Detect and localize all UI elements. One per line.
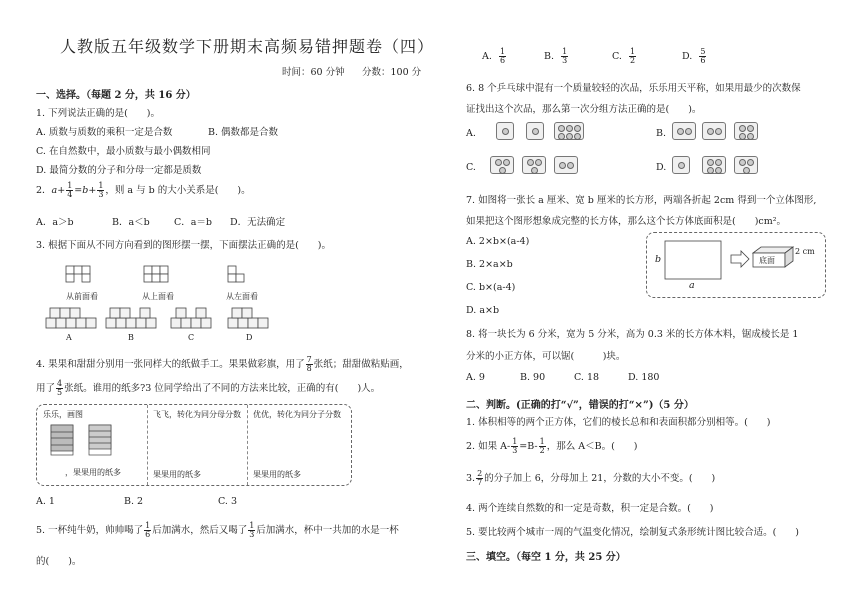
q3-label-c: C	[188, 333, 195, 342]
judge-q4: 4. 两个连续自然数的和一定是奇数，积一定是合数。( )	[466, 503, 714, 514]
page-title: 人教版五年级数学下册期末高频易错押题卷（四）	[60, 37, 435, 56]
q3-figure	[36, 258, 270, 342]
q7-option-b: B. 2×a×b	[466, 259, 513, 270]
q1-option-c: C. 在自然数中，最小质数与最小偶数相同	[36, 146, 211, 157]
ball-group	[526, 122, 544, 140]
q2-option-d: D．无法确定	[230, 217, 286, 228]
q7-line2: 如果把这个图形想象成完整的长方体，那么这个长方体底面积是( )cm²。	[466, 216, 787, 227]
q4-option-b: B. 2	[124, 496, 144, 507]
q7-option-d: D. a×b	[466, 305, 500, 316]
q7-line1: 7. 如图将一张长 a 厘米、宽 b 厘米的长方形，两端各折起 2cm 得到一个立体图形,	[466, 195, 817, 206]
q6-line2: 证找出这个次品，那么第一次分组方法正确的是( )。	[466, 104, 702, 115]
q6-label-a: A.	[466, 128, 476, 139]
q5-line2: 的( )。	[36, 556, 82, 567]
q2-option-a: A．a＞b	[36, 217, 74, 228]
q5-option-d: D. $\frac{5}{6}$	[682, 47, 706, 65]
ball-group	[734, 156, 758, 174]
method-youyou-caption: 果果用的纸多	[253, 470, 301, 479]
fig-width-label: b	[655, 254, 662, 265]
method-youyou-title: 优优，转化为同分子分数	[253, 410, 341, 419]
fig-2cm-label: 2 cm	[795, 247, 815, 256]
ball-group	[702, 122, 726, 140]
q4-line1: 4. 果果和甜甜分别用一张同样大的纸做手工。果果做彩旗，用了 $\frac{7}{8}$ 张纸；甜甜做粘贴画，	[36, 355, 409, 373]
ball-group	[702, 156, 726, 174]
ball-group	[734, 122, 758, 140]
ball-group	[554, 156, 578, 174]
folding-rectangle-figure	[647, 233, 825, 297]
method-lele-title: 乐乐，画图	[43, 410, 83, 419]
q3-label-a: A	[66, 333, 72, 342]
view-left-label: 从左面看	[226, 292, 258, 301]
section-fill-heading: 三、填空。（每空 1 分，共 25 分）	[466, 552, 626, 563]
q8-line2: 分米的小正方体，可以锯( )块。	[466, 351, 626, 362]
judge-q2: 2. 如果 A- $\frac{1}{3}$ =B- $\frac{1}{2}$ ，那么 A＜B。( )	[466, 437, 638, 455]
q3-label-d: D	[246, 333, 253, 342]
q1-option-b: B. 偶数都是合数	[208, 127, 279, 138]
q4-option-c: C. 3	[218, 496, 238, 507]
ball-group	[672, 122, 696, 140]
q1-stem: 1. 下列说法正确的是( )。	[36, 108, 160, 119]
q2-fraction-2: $\frac{1}{3}$	[98, 181, 104, 199]
q8-line1: 8. 将一块长为 6 分米，宽为 5 分米，高为 0.3 米的长方体木料，锯成棱长是 1	[466, 329, 799, 340]
q2-option-c: C．a＝b	[174, 217, 213, 228]
q6-line1: 6. 8 个乒乓球中混有一个质量较轻的次品，乐乐用天平称，如果用最少的次数保	[466, 83, 801, 94]
method-feifei-title: 飞飞，转化为同分母分数	[153, 410, 241, 419]
view-front-label: 从前面看	[66, 292, 98, 301]
judge-q3: 3. $\frac{2}{7}$ 的分子加上 6，分母加上 21，分数的大小不变。( )	[466, 469, 716, 487]
divider	[147, 405, 149, 485]
q1-option-d: D. 最简分数的分子和分母一定都是质数	[36, 165, 202, 176]
ball-group	[554, 122, 584, 140]
q2-fraction-1: $\frac{1}{4}$	[67, 181, 73, 199]
q5-option-c: C. $\frac{1}{2}$	[612, 47, 636, 65]
exam-score: 分数：100 分	[362, 67, 422, 78]
method-lele-caption: ，果果用的纸多	[65, 468, 121, 477]
q6-label-d: D.	[656, 162, 667, 173]
q4-methods-box	[36, 404, 352, 486]
q4-option-a: A. 1	[36, 496, 55, 507]
q7-figure	[646, 232, 826, 298]
q7-option-a: A. 2×b×(a-4)	[466, 236, 530, 247]
q4-line2: 用了 $\frac{4}{5}$ 张纸。谁用的纸多?3 位同学给出了不同的方法来比较，正确的有( )人。	[36, 379, 381, 397]
q8-option-c: C. 18	[574, 372, 600, 383]
method-feifei-caption: 果果用的纸多	[153, 470, 201, 479]
q6-label-b: B.	[656, 128, 667, 139]
q6-label-c: C.	[466, 162, 476, 173]
ball-group	[522, 156, 546, 174]
fig-length-label: a	[689, 280, 695, 291]
q2-stem: 2．a+ $\frac{1}{4}$ =b+ $\frac{1}{3}$ ，则 a 与 b 的大小关系是( )。	[36, 181, 251, 199]
ball-group	[672, 156, 690, 174]
q5-line1: 5. 一杯纯牛奶，帅帅喝了 $\frac{1}{6}$ 后加满水，然后又喝了 $\frac{1}{3}$ 后加满水，杯中一共加的水是一杯	[36, 521, 399, 539]
ball-group	[490, 156, 514, 174]
exam-time: 时间：60 分钟	[282, 67, 345, 78]
ball-group	[496, 122, 514, 140]
q5-option-b: B. $\frac{1}{3}$	[544, 47, 568, 65]
q8-option-a: A. 9	[466, 372, 485, 383]
fig-base-label: 底面	[759, 256, 775, 265]
section-judge-heading: 二、判断。(正确的打“√”，错误的打“×”)（5 分）	[466, 400, 694, 411]
q2-option-b: B．a＜b	[112, 217, 150, 228]
q3-label-b: B	[128, 333, 134, 342]
section-choice-heading: 一、选择。（每题 2 分，共 16 分）	[36, 90, 196, 101]
divider	[247, 405, 249, 485]
q5-option-a: A. $\frac{1}{6}$	[482, 47, 506, 65]
q3-stem: 3. 根据下面从不同方向看到的图形摆一摆，下面摆法正确的是( )。	[36, 240, 331, 251]
q7-option-c: C. b×(a-4)	[466, 282, 516, 293]
view-top-label: 从上面看	[142, 292, 174, 301]
q1-option-a: A. 质数与质数的乘积一定是合数	[36, 127, 173, 138]
judge-q5: 5. 要比较两个城市一周的气温变化情况，绘制复式条形统计图比较合适。( )	[466, 527, 799, 538]
q8-option-d: D. 180	[628, 372, 660, 383]
lele-drawing	[43, 423, 143, 463]
q8-option-b: B. 90	[520, 372, 546, 383]
judge-q1: 1. 体积相等的两个正方体，它们的棱长总和和表面积都分别相等。( )	[466, 417, 771, 428]
